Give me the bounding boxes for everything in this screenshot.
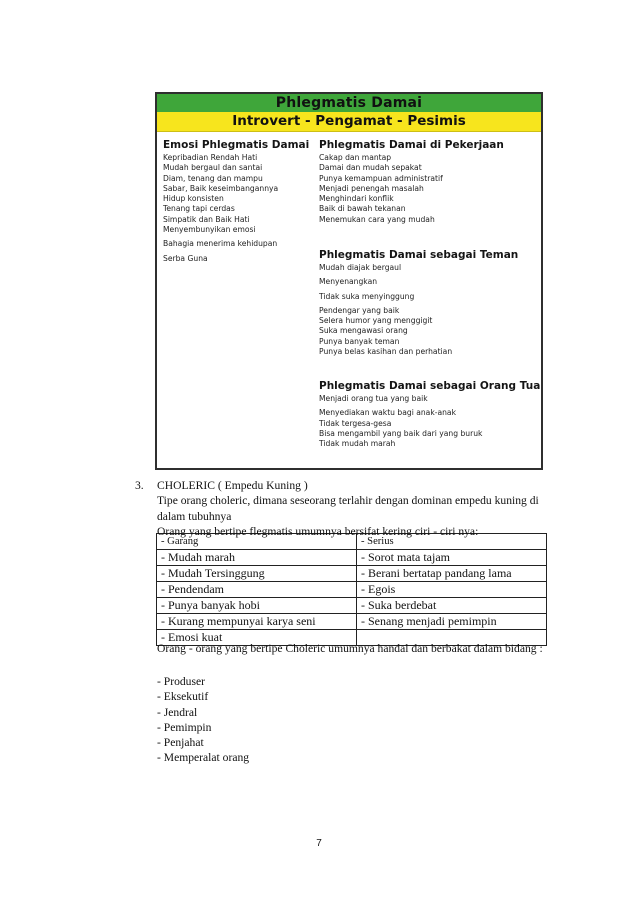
emosi-item: Sabar, Baik keseimbangannya [163, 183, 279, 193]
list-item: - Penjahat [157, 736, 204, 750]
pekerjaan-item: Damai dan mudah sepakat [319, 163, 422, 173]
table-cell: - Kurang mempunyai karya seni [157, 614, 357, 630]
table-cell: - Berani bertatap pandang lama [357, 566, 547, 582]
list-item: - Eksekutif [157, 690, 209, 704]
table-row [157, 550, 547, 566]
pekerjaan-item: Baik di bawah tekanan [319, 204, 406, 214]
orangtua-heading: Phlegmatis Damai sebagai Orang Tua [319, 380, 541, 392]
orangtua-item: Bisa mengambil yang baik dari yang buruk [319, 428, 483, 438]
page-number: 7 [316, 838, 322, 849]
emosi-item: Mudah bergaul dan santai [163, 163, 263, 173]
emosi-item: Simpatik dan Baik Hati [163, 214, 250, 224]
table-row [157, 582, 547, 598]
teman-item: Suka mengawasi orang [319, 326, 408, 336]
paragraph-traits-intro: Orang yang bertipe flegmatis umumnya bersifat kering ciri - ciri nya: [157, 525, 479, 538]
emosi-item: Hidup konsisten [163, 194, 224, 204]
pekerjaan-item: Menemukan cara yang mudah [319, 214, 435, 224]
orangtua-item: Menyediakan waktu bagi anak-anak [319, 408, 456, 418]
emosi-item: Kepribadian Rendah Hati [163, 153, 258, 162]
figure-title: Phlegmatis Damai [157, 94, 541, 112]
table-row [157, 598, 547, 614]
orangtua-item: Menjadi orang tua yang baik [319, 394, 428, 403]
table-cell: - Suka berdebat [357, 598, 547, 614]
list-item: - Memperalat orang [157, 751, 250, 765]
orangtua-item: Tidak mudah marah [319, 439, 396, 449]
orangtua-item: Tidak tergesa-gesa [319, 418, 392, 428]
fields-list [157, 674, 249, 766]
emosi-column [163, 139, 343, 264]
table-row [157, 566, 547, 582]
table-cell: - Egois [357, 582, 547, 598]
pekerjaan-item: Punya kemampuan administratif [319, 173, 443, 183]
pekerjaan-item: Cakap dan mantap [319, 153, 392, 162]
table-row [157, 614, 547, 630]
teman-heading: Phlegmatis Damai sebagai Teman [319, 249, 519, 261]
figure-subtitle: Introvert - Pengamat - Pesimis [157, 112, 541, 132]
emosi-item: Serba Guna [163, 253, 208, 263]
emosi-heading: Emosi Phlegmatis Damai [163, 139, 310, 151]
table-cell: - Serius [357, 534, 547, 550]
traits-table [156, 533, 547, 646]
table-cell: - Pendendam [157, 582, 357, 598]
teman-item: Pendengar yang baik [319, 305, 400, 315]
emosi-item: Diam, tenang dan mampu [163, 173, 263, 183]
paragraph-intro: Tipe orang choleric, dimana seseorang terlahir dengan dominan empedu kuning di dalam tubuhnya [157, 494, 539, 523]
orangtua-column [319, 380, 539, 449]
teman-item: Selera humor yang menggigit [319, 316, 433, 326]
table-cell: - Punya banyak hobi [157, 598, 357, 614]
list-item: - Jendral [157, 705, 198, 719]
teman-column [319, 249, 539, 357]
emosi-item: Tenang tapi cerdas [163, 204, 235, 214]
table-cell: - Sorot mata tajam [357, 550, 547, 566]
table-cell: - Mudah Tersinggung [157, 566, 357, 582]
pekerjaan-item: Menjadi penengah masalah [319, 183, 424, 193]
section-title: CHOLERIC ( Empedu Kuning ) [157, 479, 308, 492]
section-number: 3. [135, 479, 144, 492]
teman-item: Mudah diajak bergaul [319, 263, 402, 272]
teman-item: Punya banyak teman [319, 336, 400, 346]
teman-item: Punya belas kasihan dan perhatian [319, 347, 453, 357]
table-cell: - Mudah marah [157, 550, 357, 566]
teman-item: Tidak suka menyinggung [319, 291, 415, 301]
pekerjaan-column [319, 139, 539, 225]
table-cell: - Senang menjadi pemimpin [357, 614, 547, 630]
list-item: - Produser [157, 675, 205, 688]
teman-item: Menyenangkan [319, 277, 378, 287]
emosi-item: Menyembunyikan emosi [163, 225, 256, 235]
pekerjaan-heading: Phlegmatis Damai di Pekerjaan [319, 139, 504, 151]
table-cell: - Garang [157, 534, 357, 550]
table-cell: - Emosi kuat [157, 630, 357, 646]
pekerjaan-item: Menghindari konflik [319, 194, 394, 204]
emosi-item: Bahagia menerima kehidupan [163, 239, 278, 249]
list-item: - Pemimpin [157, 720, 212, 734]
phlegmatis-figure [155, 92, 543, 470]
paragraph-fields: Orang - orang yang bertipe Choleric umumnya handal dan berbakat dalam bidang : [157, 642, 543, 655]
